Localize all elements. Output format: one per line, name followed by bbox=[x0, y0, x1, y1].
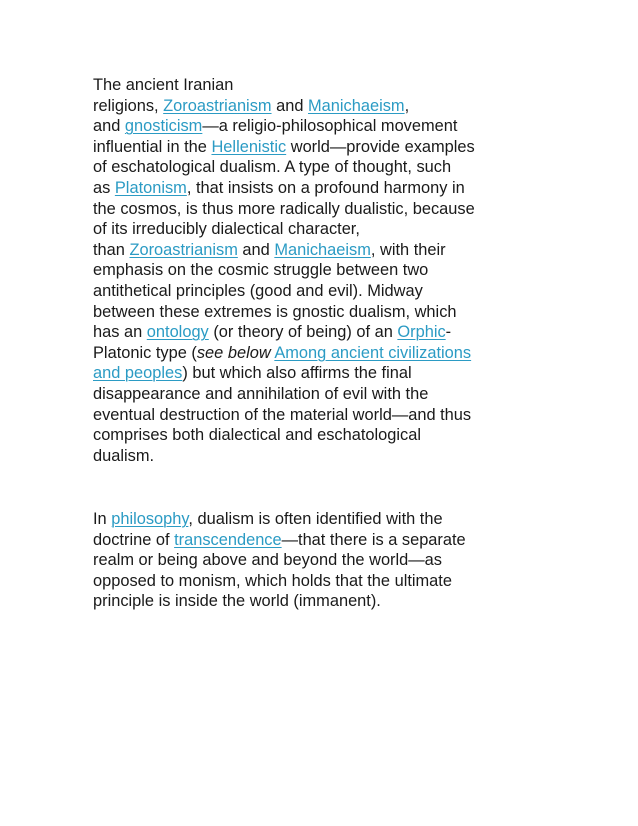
body-text: between these extremes is gnostic dualism, which bbox=[93, 302, 457, 321]
text-line bbox=[93, 530, 543, 551]
body-text: , dualism is often identified with the bbox=[188, 510, 443, 528]
text-line bbox=[93, 260, 543, 281]
text-line bbox=[93, 199, 543, 220]
link-hellenistic[interactable]: Hellenistic bbox=[211, 137, 287, 156]
text-line bbox=[93, 509, 543, 530]
body-text: , with their bbox=[370, 240, 446, 259]
link-zoroastrianism[interactable]: Zoroastrianism bbox=[163, 96, 272, 115]
text-line bbox=[93, 116, 543, 137]
text-line bbox=[93, 157, 543, 178]
body-text: the cosmos, is thus more radically dualistic, because bbox=[93, 199, 475, 218]
body-text: opposed to monism, which holds that the ultimate bbox=[93, 571, 452, 590]
text-line bbox=[93, 96, 543, 117]
text-line bbox=[93, 75, 543, 96]
body-text: antithetical principles (good and evil). Midway bbox=[93, 281, 423, 300]
paragraph-dualism-philosophy bbox=[93, 509, 543, 612]
body-text: comprises both dialectical and eschatological bbox=[93, 426, 421, 445]
text-line bbox=[93, 550, 543, 571]
link-philosophy[interactable]: philosophy bbox=[111, 510, 189, 528]
body-text: The ancient Iranian bbox=[93, 76, 234, 94]
link-platonism[interactable]: Platonism bbox=[114, 178, 187, 197]
body-text: doctrine of bbox=[93, 530, 175, 549]
text-line bbox=[93, 302, 543, 323]
link-gnosticism[interactable]: gnosticism bbox=[124, 117, 203, 136]
body-text: religions, bbox=[93, 96, 164, 115]
text-line bbox=[93, 405, 543, 426]
body-text: , that insists on a profound harmony in bbox=[186, 178, 465, 197]
body-text: In bbox=[93, 510, 112, 528]
body-text: influential in the bbox=[93, 137, 212, 156]
body-text: and bbox=[93, 117, 125, 136]
text-line bbox=[93, 137, 543, 158]
link-manichaeism[interactable]: Manichaeism bbox=[274, 240, 371, 259]
text-line bbox=[93, 178, 543, 199]
text-line bbox=[93, 219, 543, 240]
text-line bbox=[93, 322, 543, 343]
body-text: world—provide examples bbox=[286, 137, 475, 156]
italic-text: see below bbox=[196, 343, 271, 362]
body-text: - bbox=[445, 323, 452, 342]
paragraph-dualism-examples bbox=[93, 75, 543, 466]
link-manichaeism[interactable]: Manichaeism bbox=[308, 96, 405, 115]
body-text: as bbox=[93, 178, 115, 197]
body-text: , bbox=[404, 96, 410, 115]
body-text: ) but which also affirms the final bbox=[182, 364, 412, 383]
body-text: and bbox=[237, 240, 275, 259]
text-line bbox=[93, 446, 543, 467]
link-zoroastrianism[interactable]: Zoroastrianism bbox=[129, 240, 238, 259]
body-text: —that there is a separate bbox=[281, 530, 466, 549]
body-text: Platonic type ( bbox=[93, 343, 197, 362]
body-text: emphasis on the cosmic struggle between two bbox=[93, 261, 429, 280]
body-text: realm or being above and beyond the world—as bbox=[93, 551, 442, 570]
body-text: —a religio-philosophical movement bbox=[202, 117, 458, 136]
text-line bbox=[93, 571, 543, 592]
body-text: disappearance and annihilation of evil with the bbox=[93, 384, 429, 403]
text-line bbox=[93, 240, 543, 261]
body-text: of its irreducibly dialectical character, bbox=[93, 220, 360, 239]
body-text: than bbox=[93, 240, 130, 259]
link-among-ancient-civilizations[interactable]: Among ancient civilizations bbox=[274, 343, 472, 362]
text-line bbox=[93, 384, 543, 405]
body-text: and bbox=[271, 96, 309, 115]
body-text: of eschatological dualism. A type of thought, such bbox=[93, 158, 452, 177]
link-orphic[interactable]: Orphic bbox=[397, 323, 446, 342]
text-line bbox=[93, 281, 543, 302]
body-text: (or theory of being) of an bbox=[208, 323, 398, 342]
text-line bbox=[93, 363, 543, 384]
link-ontology[interactable]: ontology bbox=[146, 323, 209, 342]
body-text: principle is inside the world (immanent). bbox=[93, 592, 381, 611]
body-text: has an bbox=[93, 323, 147, 342]
text-line bbox=[93, 425, 543, 446]
link-and-peoples[interactable]: and peoples bbox=[93, 364, 183, 383]
link-transcendence[interactable]: transcendence bbox=[174, 530, 282, 549]
body-text: eventual destruction of the material world—and thus bbox=[93, 405, 472, 424]
body-text: dualism. bbox=[93, 446, 155, 465]
text-line bbox=[93, 591, 543, 612]
text-line bbox=[93, 343, 543, 364]
